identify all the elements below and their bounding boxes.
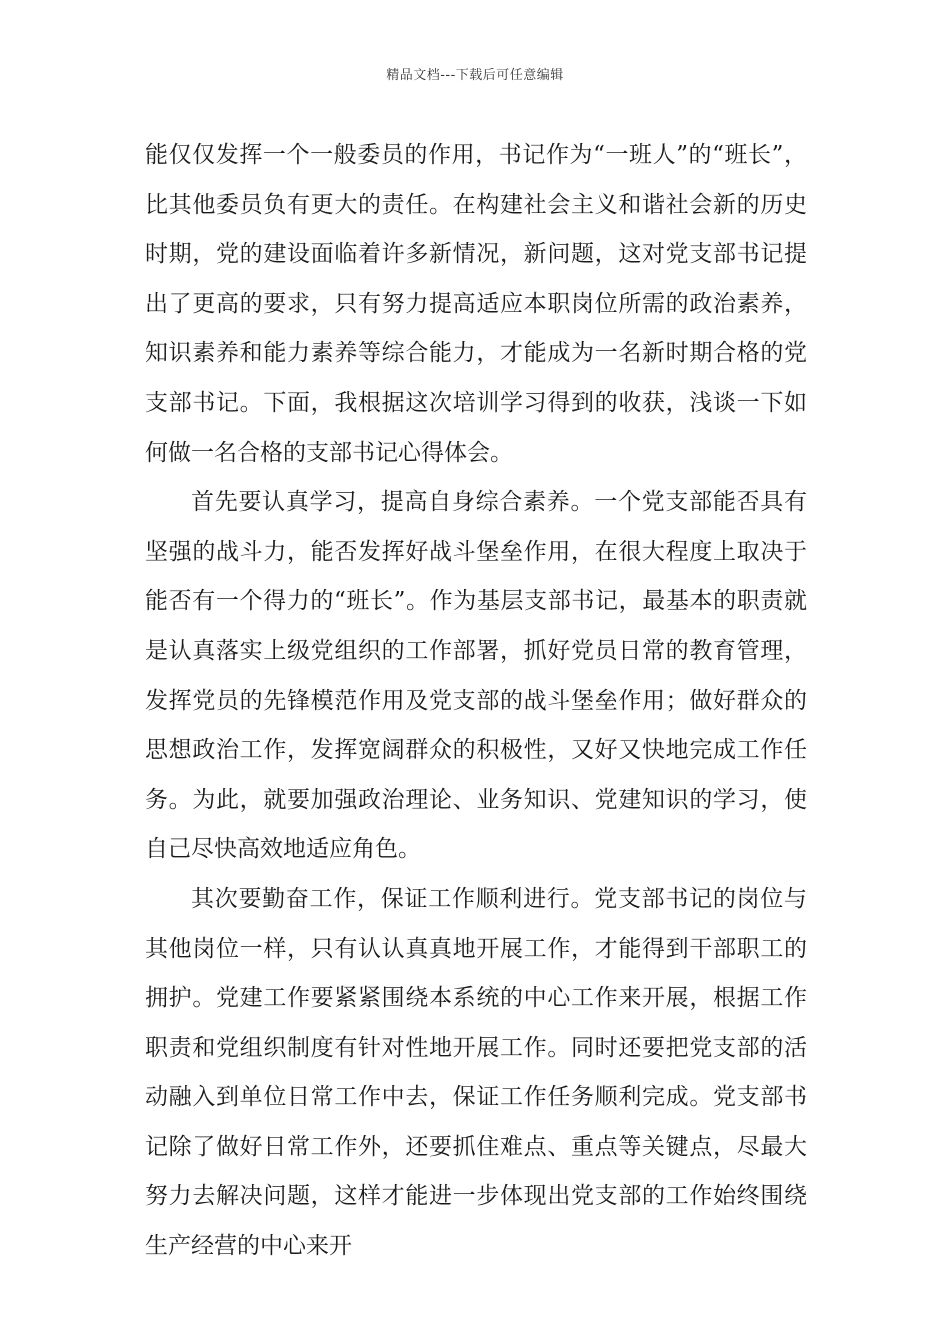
paragraph-2: 首先要认真学习，提高自身综合素养。一个党支部能否具有坚强的战斗力，能否发挥好战斗堡垒作用，在很大程度上取决于能否有一个得力的“班长”。作为基层支部书记，最基本的职责就是认真落实上级党组织的工作部署，抓好党员日常的教育管理，发挥党员的先锋模范作用及党支部的战斗堡垒作用；做好群众的思想政治工作，发挥宽阔群众的积极性，又好又快地完成工作任务。为此，就要加强政治理论、业务知识、党建知识的学习，使自己尽快高效地适应角色。 [145, 489, 807, 863]
document-body [145, 131, 807, 1272]
page-header: 精品文档---下载后可任意编辑 [386, 68, 564, 83]
paragraph-3: 其次要勤奋工作，保证工作顺利进行。党支部书记的岗位与其他岗位一样，只有认认真真地开展工作，才能得到干部职工的拥护。党建工作要紧紧围绕本系统的中心工作来开展，根据工作职责和党组织制度有针对性地开展工作。同时还要把党支部的活动融入到单位日常工作中去，保证工作任务顺利完成。党支部书记除了做好日常工作外，还要抓住难点、重点等关键点，尽最大努力去解决问题，这样才能进一步体现出党支部的工作始终围绕生产经营的中心来开 [145, 885, 807, 1260]
paragraph-1: 能仅仅发挥一个一般委员的作用，书记作为“一班人”的“班长”，比其他委员负有更大的责任。在构建社会主义和谐社会新的历史时期，党的建设面临着许多新情况，新问题，这对党支部书记提出了更高的要求，只有努力提高适应本职岗位所需的政治素养，知识素养和能力素养等综合能力，才能成为一名新时期合格的党支部书记。下面，我根据这次培训学习得到的收获，浅谈一下如何做一名合格的支部书记心得体会。 [145, 142, 807, 466]
